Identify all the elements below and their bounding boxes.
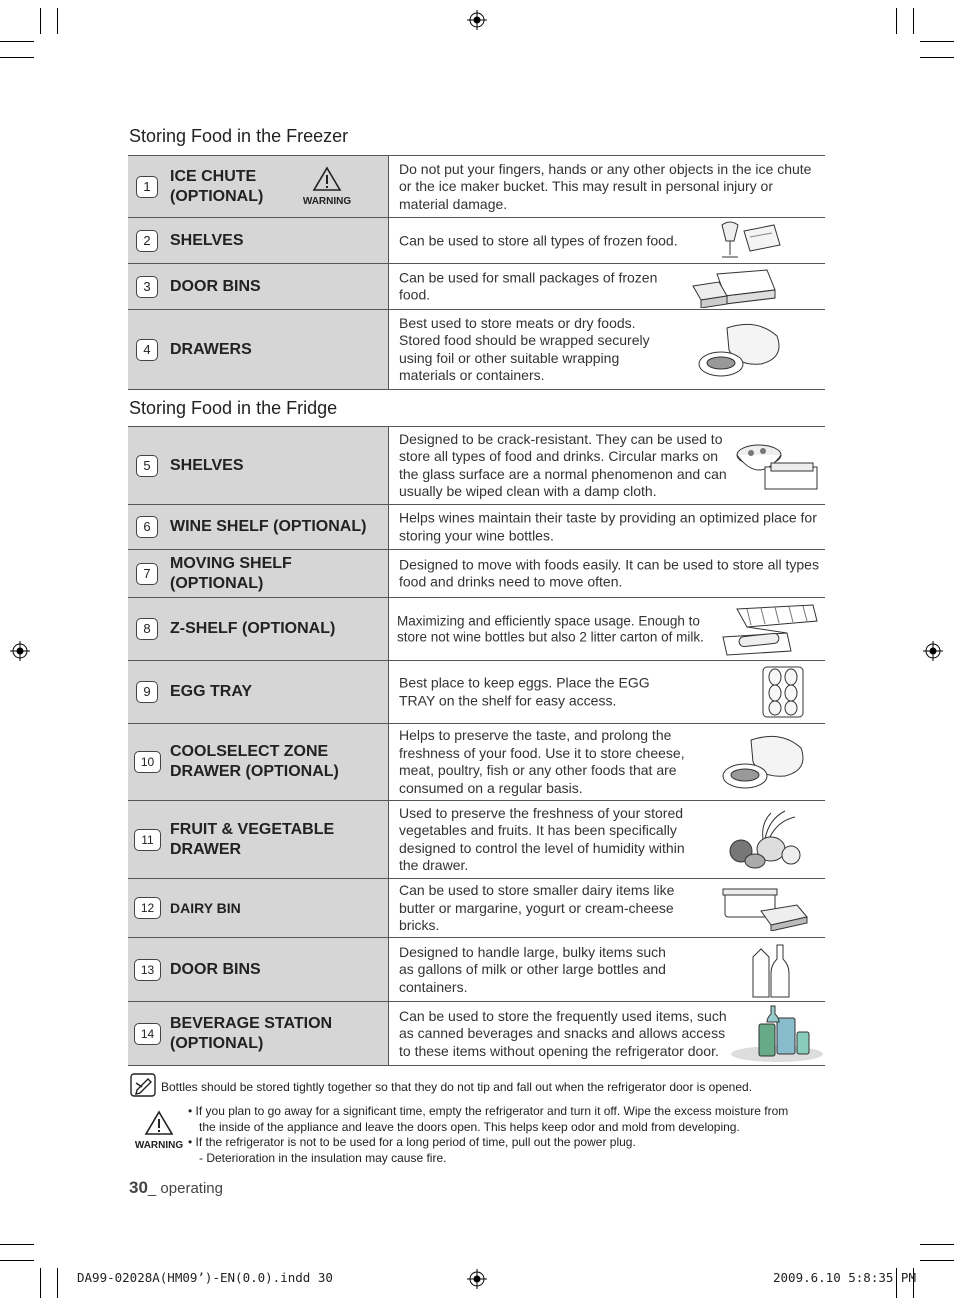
item-name: DRAWERS xyxy=(170,340,252,358)
registration-mark-icon xyxy=(10,641,30,661)
page-footer xyxy=(129,1178,223,1198)
fridge-section-title: Storing Food in the Fridge xyxy=(129,398,338,418)
table-row xyxy=(128,661,825,724)
item-name: SHELVES xyxy=(170,231,244,249)
dairy-items-illustration-icon xyxy=(721,885,813,931)
item-description: Designed to handle large, bulky items such as gallons of milk or other large bottles and containers. xyxy=(399,943,666,995)
item-number: 13 xyxy=(134,959,161,981)
item-description: Designed to be crack-resistant. They can be used to store all types of food and drinks. Circular marks on the glass surface are a normal phenomenon and can usually be wiped clean with a damp cloth. xyxy=(399,430,727,499)
beverages-illustration-icon xyxy=(729,1004,825,1064)
table-row xyxy=(128,801,825,879)
item-name: MOVING SHELF (OPTIONAL) xyxy=(170,554,292,592)
item-number: 1 xyxy=(136,176,158,198)
item-name: DAIRY BIN xyxy=(170,900,241,916)
registration-mark-icon xyxy=(923,641,943,661)
warning-sub-item: - Deterioration in the insulation may cause fire. xyxy=(199,1150,447,1165)
crop-mark xyxy=(0,1244,34,1245)
item-description: Can be used to store smaller dairy items like butter or margarine, yogurt or cream-cheese bricks. xyxy=(399,881,675,933)
warning-text xyxy=(188,1104,828,1166)
item-name: SHELVES xyxy=(170,456,244,474)
item-number: 4 xyxy=(136,339,158,361)
item-name: ICE CHUTE (OPTIONAL) xyxy=(170,167,264,205)
item-description: Maximizing and efficiently space usage. Enough to store not wine bottles but also 2 litter carton of milk. xyxy=(397,613,704,644)
item-number: 14 xyxy=(134,1023,161,1045)
table-row xyxy=(128,218,825,264)
item-number: 8 xyxy=(136,618,158,640)
crop-mark xyxy=(0,41,34,42)
item-name: COOLSELECT ZONE DRAWER (OPTIONAL) xyxy=(170,743,339,780)
item-number: 2 xyxy=(136,230,158,252)
crop-mark xyxy=(920,1260,954,1261)
salad-container-illustration-icon xyxy=(735,437,823,495)
item-description: Helps to preserve the taste, and prolong the freshness of your food. Use it to store cheese, meat, poultry, fish or any other foods that are consumed on a regular basis. xyxy=(399,727,685,796)
item-name: BEVERAGE STATION (OPTIONAL) xyxy=(170,1014,333,1052)
z-shelf-illustration-icon xyxy=(717,601,821,657)
freezer-table xyxy=(128,155,825,390)
item-number: 6 xyxy=(136,516,158,538)
fridge-table xyxy=(128,426,825,1066)
warning-bullet: • If you plan to go away for a significant time, empty the refrigerator and turn it off. Wipe the excess moisture from xyxy=(188,1104,789,1118)
table-row xyxy=(128,505,825,550)
table-row xyxy=(128,1002,825,1066)
warning-badge xyxy=(296,166,358,207)
item-number: 10 xyxy=(134,751,161,773)
table-row xyxy=(128,598,825,661)
item-number: 12 xyxy=(134,897,161,919)
crop-mark xyxy=(40,8,41,34)
table-row xyxy=(128,879,825,938)
crop-mark xyxy=(0,57,34,58)
table-row xyxy=(128,724,825,801)
warning-triangle-icon xyxy=(312,166,342,192)
wrapped-meat-illustration-icon xyxy=(697,318,787,382)
warning-triangle-icon xyxy=(144,1110,174,1136)
vegetables-illustration-icon xyxy=(725,809,803,871)
freezer-section-title: Storing Food in the Freezer xyxy=(129,126,349,146)
table-row xyxy=(128,310,825,390)
warning-label: WARNING xyxy=(302,196,352,207)
item-name: DOOR BINS xyxy=(170,960,261,978)
egg-tray-illustration-icon xyxy=(759,663,807,721)
crop-mark xyxy=(57,1268,58,1298)
table-row xyxy=(128,938,825,1002)
crop-mark xyxy=(920,41,954,42)
item-name: WINE SHELF (OPTIONAL) xyxy=(170,518,367,535)
note-text: Bottles should be stored tightly together so that they do not tip and fall out when the refrigerator door is opened. xyxy=(161,1080,753,1094)
item-name: EGG TRAY xyxy=(170,683,253,700)
crop-mark xyxy=(40,1268,41,1298)
crop-mark xyxy=(920,57,954,58)
crop-mark xyxy=(920,1244,954,1245)
page-section: _ operating xyxy=(147,1180,223,1197)
item-description: Can be used for small packages of frozen food. xyxy=(399,269,658,303)
item-name: Z-SHELF (OPTIONAL) xyxy=(170,620,336,637)
table-row xyxy=(128,156,825,218)
item-number: 3 xyxy=(136,276,158,298)
item-description: Can be used to store all types of frozen food. xyxy=(399,231,678,248)
warning-bullet: • If the refrigerator is not to be used for a long period of time, pull out the power plug. xyxy=(188,1135,636,1149)
item-name: FRUIT & VEGETABLE DRAWER xyxy=(170,820,335,858)
registration-mark-icon xyxy=(467,1269,487,1289)
crop-mark xyxy=(0,1260,34,1261)
item-number: 5 xyxy=(136,455,158,477)
item-description: Do not put your fingers, hands or any other objects in the ice chute or the ice maker bucket. This may result in personal injury or material damage. xyxy=(399,160,812,212)
warning-badge xyxy=(130,1110,188,1151)
warning-label: WARNING xyxy=(134,1140,184,1151)
crop-mark xyxy=(896,8,897,34)
table-row xyxy=(128,427,825,505)
item-name: DOOR BINS xyxy=(170,277,261,295)
note-icon xyxy=(130,1073,156,1097)
warning-bullet-continued: the inside of the appliance and leave the doors open. This helps keep odor and mold from developing. xyxy=(199,1119,740,1134)
item-number: 9 xyxy=(136,681,158,703)
item-description: Can be used to store the frequently used items, such as canned beverages and snacks and allows access to these items without opening the refrigerator door. xyxy=(399,1007,727,1059)
item-description: Best place to keep eggs. Place the EGG TRAY on the shelf for easy access. xyxy=(399,674,650,708)
item-description: Used to preserve the freshness of your stored vegetables and fruits. It has been specifically designed to control the level of humidity within the drawer. xyxy=(399,804,685,873)
table-row xyxy=(128,264,825,310)
wrapped-meat-illustration-icon xyxy=(719,730,811,794)
item-description: Helps wines maintain their taste by providing an optimized place for storing your wine bottles. xyxy=(399,509,817,543)
crop-mark xyxy=(57,8,58,34)
frozen-food-illustration-icon xyxy=(714,219,784,263)
milk-bottle-illustration-icon xyxy=(751,941,791,999)
item-number: 11 xyxy=(134,829,161,851)
timestamp-slug: 2009.6.10 5:8:35 PM xyxy=(773,1270,916,1285)
registration-mark-icon xyxy=(467,10,487,30)
item-number: 7 xyxy=(136,563,158,585)
file-slug: DA99-02028A(HM09’)-EN(0.0).indd 30 xyxy=(77,1270,333,1285)
item-description: Best used to store meats or dry foods. Stored food should be wrapped securely using foil or other suitable wrapping materials or containers. xyxy=(399,314,650,383)
table-row xyxy=(128,550,825,598)
crop-mark xyxy=(913,8,914,34)
page-number: 30 xyxy=(129,1178,148,1197)
frozen-packages-illustration-icon xyxy=(689,266,779,308)
item-description: Designed to move with foods easily. It can be used to store all types food and drinks need to move often. xyxy=(399,556,819,590)
